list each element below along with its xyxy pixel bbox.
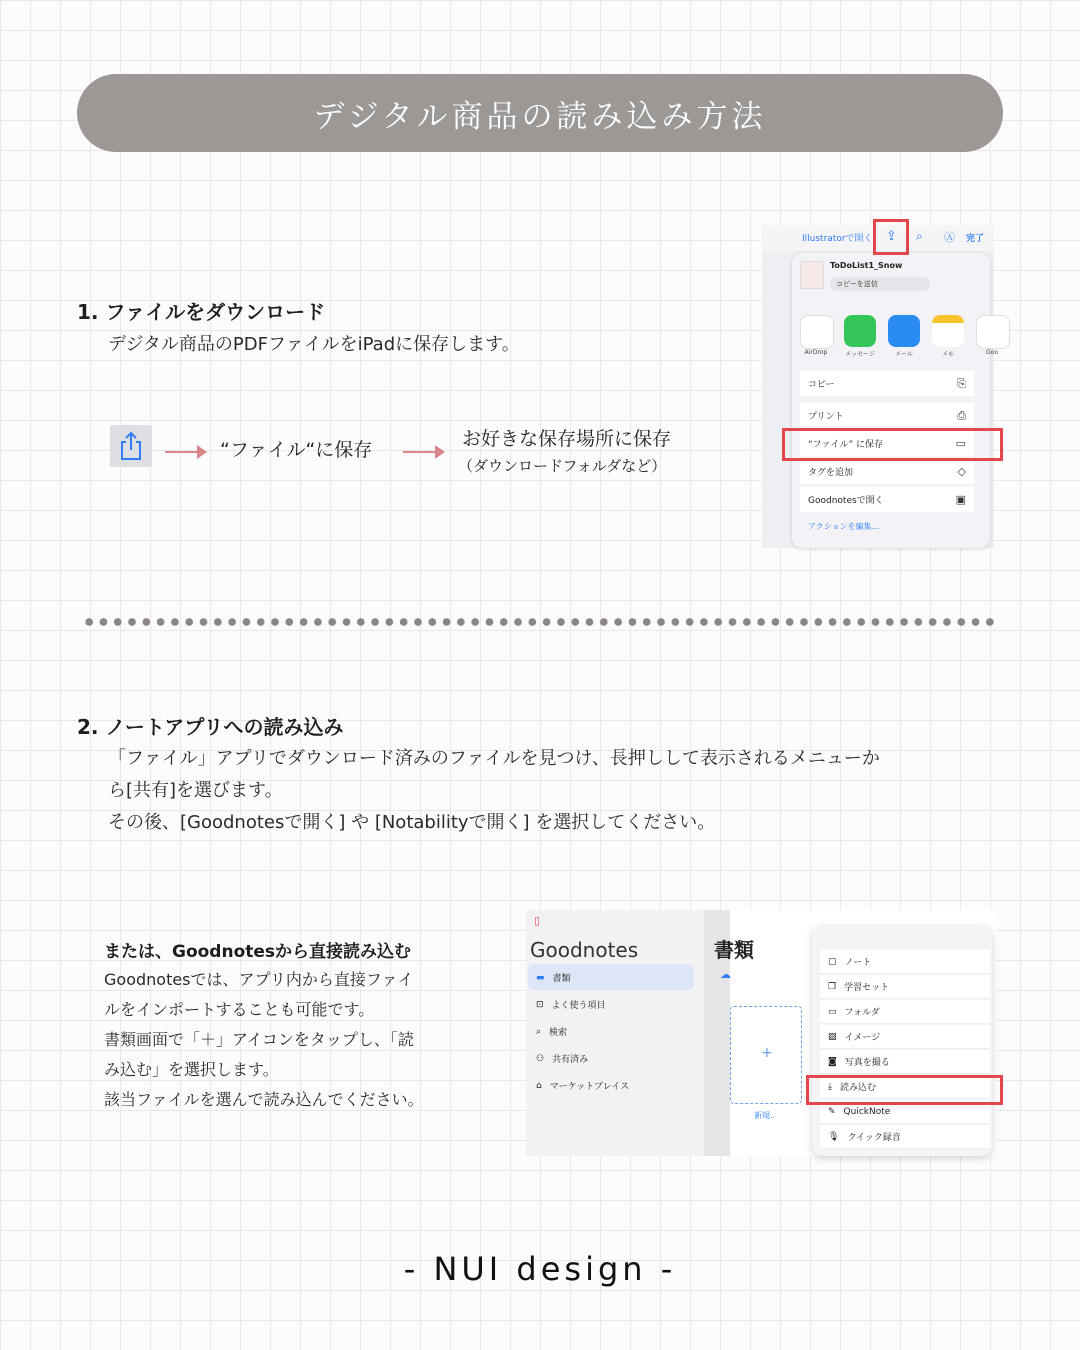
sidebar-item-label: よく使う項目	[551, 1001, 606, 1011]
share-icon	[110, 425, 152, 467]
add-tag-label: タグを追加	[808, 468, 854, 478]
note-icon: ▢	[828, 956, 837, 967]
print-action[interactable]	[800, 403, 974, 428]
alt-line: 該当ファイルを選んで読み込んでください。	[104, 1090, 424, 1109]
arrow-right-icon	[165, 451, 205, 453]
microphone-icon: 🎙	[828, 1131, 840, 1142]
send-copy-select[interactable]	[830, 277, 930, 291]
sidebar-toggle-icon[interactable]: ▯	[534, 914, 541, 927]
step2-heading: 2. ノートアプリへの読み込み	[77, 715, 344, 739]
notes-icon[interactable]	[932, 315, 964, 347]
alt-line: ルをインポートすることも可能です。	[104, 1000, 375, 1019]
menu-item-label: 読み込む	[839, 1083, 876, 1093]
goodnotes-screenshot	[526, 910, 996, 1156]
copy-label: コピー	[808, 380, 835, 390]
dotted-divider	[82, 617, 998, 627]
save-to-files-label: “ファイル” に保存	[808, 440, 884, 450]
highlight-share-button	[873, 219, 909, 255]
mail-icon[interactable]	[888, 315, 920, 347]
search-icon: ⌕	[536, 1026, 542, 1037]
alt-line: 書類画面で「＋」アイコンをタップし、「読	[104, 1030, 414, 1049]
menu-item-note[interactable]	[820, 950, 990, 974]
markup-icon[interactable]: Ⓐ	[944, 231, 955, 244]
menu-item-quick-record[interactable]	[820, 1125, 990, 1149]
print-label: プリント	[808, 412, 844, 422]
tag-icon: ◇	[957, 465, 966, 478]
alt-line: Goodnotesでは、アプリ内から直接ファイ	[104, 970, 414, 989]
done-button[interactable]: 完了	[966, 234, 985, 244]
alt-line: み込む」を選択します。	[104, 1060, 279, 1079]
messages-icon[interactable]	[844, 315, 876, 347]
menu-item-label: フォルダ	[844, 1008, 880, 1018]
menu-item-label: 写真を撮る	[844, 1058, 890, 1068]
footer-brand: - NUI design -	[403, 1250, 677, 1288]
image-icon: ▨	[828, 1031, 837, 1042]
sidebar-item-label: マーケットプレイス	[549, 1082, 630, 1092]
sidebar-item-favorites[interactable]	[536, 998, 606, 1011]
cloud-sync-icon: ☁	[720, 968, 731, 981]
step2-line1: 「ファイル」アプリでダウンロード済みのファイルを見つけ、長押しして表示されるメニューか	[108, 748, 880, 769]
sidebar-item-label: 検索	[549, 1028, 568, 1038]
arrow-right-icon	[403, 451, 443, 453]
folder-icon: ▭	[828, 1006, 837, 1017]
app-label: AirDrop	[804, 349, 828, 356]
edit-actions-link[interactable]: アクションを編集...	[808, 522, 880, 531]
menu-item-label: イメージ	[844, 1033, 881, 1043]
step1-heading: 1. ファイルをダウンロード	[77, 300, 326, 324]
open-in-goodnotes-label: Goodnotesで開く	[808, 496, 884, 506]
new-label: 新規..	[754, 1111, 776, 1120]
page-title: デジタル商品の読み込み方法	[77, 74, 1003, 152]
step1-body: デジタル商品のPDFファイルをiPadに保存します。	[108, 334, 520, 355]
sidebar-item-marketplace[interactable]	[536, 1079, 629, 1092]
flow-save-label: “ファイル“に保存	[220, 439, 373, 461]
add-tag-action[interactable]	[800, 459, 974, 484]
cards-icon: ❐	[828, 981, 837, 992]
printer-icon: ⎙	[957, 408, 966, 422]
open-in-goodnotes-action[interactable]	[800, 487, 974, 512]
goodnotes-sidebar	[526, 910, 704, 1156]
alt-heading: または、Goodnotesから直接読み込む	[104, 942, 412, 962]
file-name: ToDoList1_Snow	[830, 261, 903, 270]
app-label: メール	[895, 351, 913, 358]
app-name: Goodnotes	[530, 938, 639, 962]
menu-item-label: クイック録音	[847, 1133, 901, 1143]
send-copy-label: コピーを送信	[836, 280, 878, 288]
share-sheet	[792, 253, 998, 548]
highlight-import	[806, 1075, 1003, 1105]
sidebar-item-label: 書類	[552, 974, 571, 984]
copy-action[interactable]	[800, 371, 974, 396]
highlight-save-to-files	[782, 428, 1003, 461]
app-label: メモ	[941, 351, 954, 358]
airdrop-icon[interactable]	[800, 315, 834, 349]
pencil-icon: ✎	[828, 1106, 836, 1117]
share-sheet-screenshot	[762, 225, 998, 548]
open-in-illustrator-link[interactable]: Illustratorで開く	[802, 234, 873, 244]
sidebar-item-shared[interactable]	[536, 1052, 588, 1065]
folder-icon: ▭	[955, 437, 966, 450]
flow-dest-label: お好きな保存場所に保存	[462, 428, 672, 450]
store-icon: ⌂	[536, 1080, 542, 1091]
new-menu	[812, 926, 992, 1156]
sidebar-item-search[interactable]	[536, 1025, 567, 1038]
app-label: メッセージ	[845, 351, 875, 358]
menu-item-folder[interactable]	[820, 1000, 990, 1024]
section-title: 書類	[714, 938, 754, 962]
people-icon: ⚇	[536, 1053, 545, 1064]
sidebar-item-documents[interactable]	[536, 971, 571, 984]
copy-icon: ⎘	[957, 376, 966, 390]
search-icon[interactable]: ⌕	[916, 229, 923, 243]
menu-item-label: ノート	[844, 958, 872, 968]
step2-line3: その後、[Goodnotesで開く] や [Notabilityで開く] を選択してください。	[108, 812, 716, 833]
menu-item-image[interactable]	[820, 1025, 990, 1049]
menu-item-label: 学習セット	[844, 983, 890, 993]
goodnotes-app-icon[interactable]	[976, 315, 1010, 349]
plus-icon: +	[761, 1045, 773, 1061]
menu-item-take-photo[interactable]	[820, 1050, 990, 1074]
file-thumbnail	[800, 261, 824, 289]
camera-icon: ◙	[828, 1056, 837, 1067]
flow-dest-note: （ダウンロードフォルダなど）	[458, 457, 667, 475]
share-icon[interactable]: ⇪	[886, 229, 897, 244]
menu-item-label: QuickNote	[843, 1106, 891, 1117]
app-label: Goo	[986, 349, 998, 356]
new-document-tile[interactable]	[730, 1006, 802, 1104]
sidebar-item-label: 共有済み	[552, 1055, 589, 1065]
step2-line2: ら[共有]を選びます。	[108, 780, 283, 801]
goodnotes-icon: ▣	[955, 493, 966, 506]
folder-icon: ▬	[536, 972, 545, 983]
menu-item-study-set[interactable]	[820, 975, 990, 999]
bookmark-icon: ⊡	[536, 999, 544, 1010]
download-icon: ⤓	[828, 1081, 832, 1092]
